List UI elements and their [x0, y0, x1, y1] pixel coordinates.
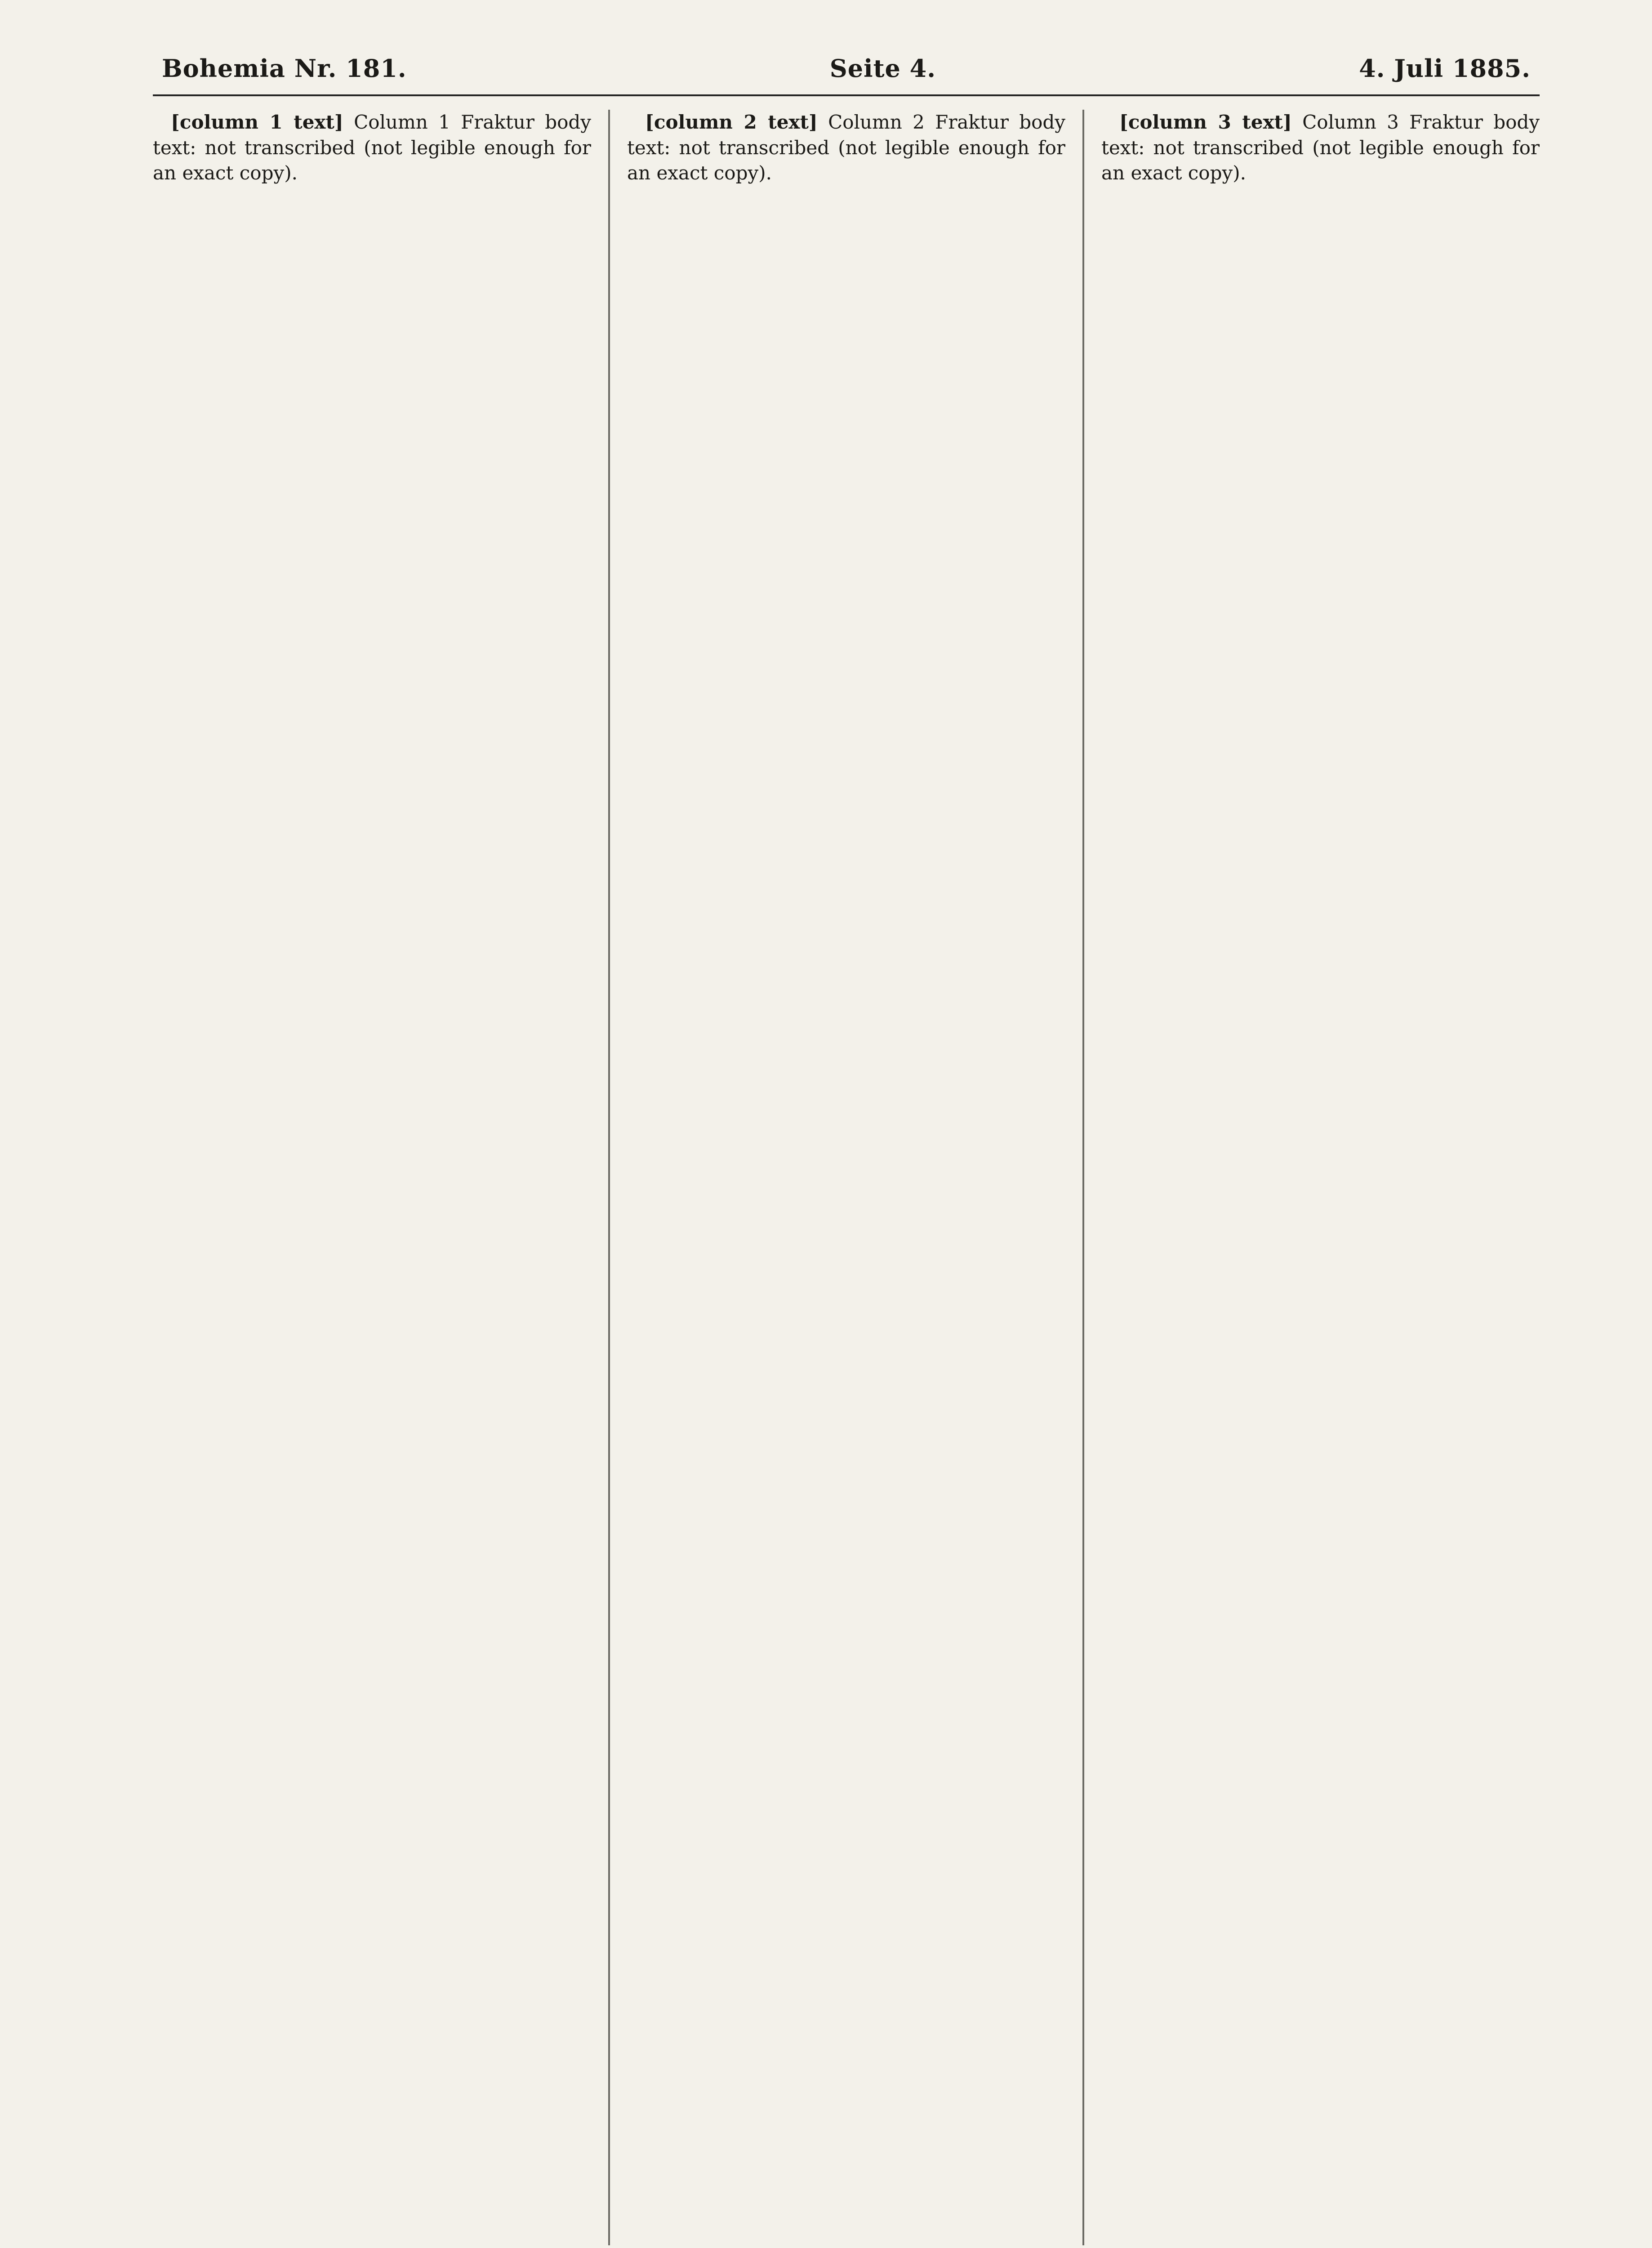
article	[153, 110, 591, 186]
masthead: Bohemia Nr. 181.	[162, 54, 407, 83]
article-body: Column 2 Fraktur body text: not transcribed (not legible enough for an exact copy).	[627, 111, 1065, 184]
article-body: Column 3 Fraktur body text: not transcribed (not legible enough for an exact copy).	[1101, 111, 1540, 184]
article	[627, 110, 1065, 186]
column-1	[153, 110, 591, 2245]
column-rule-1	[608, 110, 610, 2245]
page-header	[153, 54, 1540, 96]
column-rule-2	[1082, 110, 1084, 2245]
article-lead: [column 1 text]	[171, 111, 343, 133]
article-lead: [column 2 text]	[645, 111, 818, 133]
article-body: Column 1 Fraktur body text: not transcribed (not legible enough for an exact copy).	[153, 111, 591, 184]
column-2	[627, 110, 1065, 2245]
issue-date: 4. Juli 1885.	[1359, 54, 1531, 83]
text-columns	[153, 96, 1540, 2245]
article	[1101, 110, 1540, 186]
page-number: Seite 4.	[829, 54, 936, 83]
article-lead: [column 3 text]	[1119, 111, 1292, 133]
column-3	[1101, 110, 1540, 2245]
